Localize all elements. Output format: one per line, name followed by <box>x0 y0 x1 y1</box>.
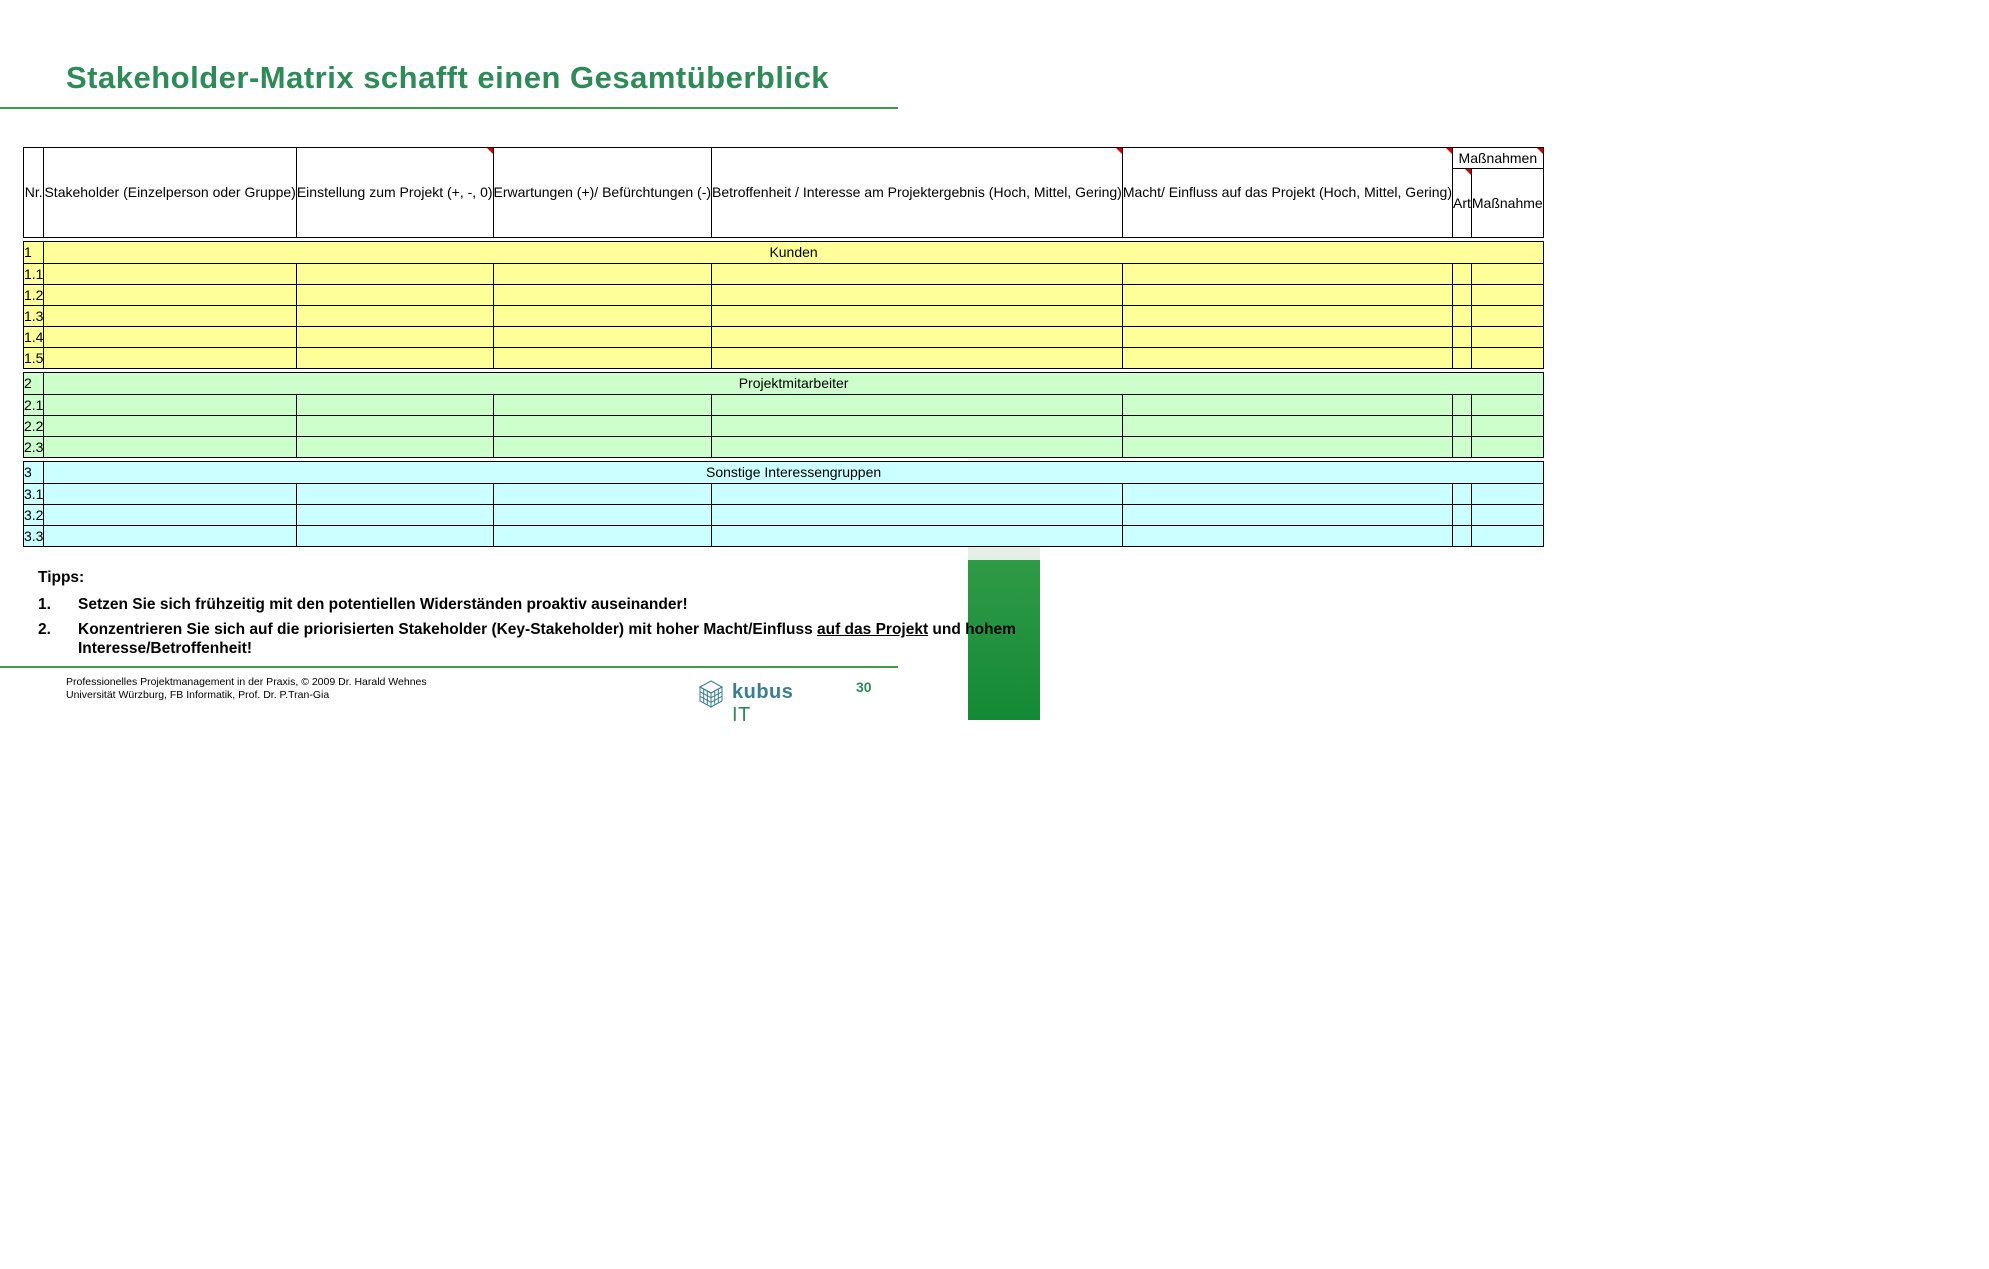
cell[interactable] <box>1122 416 1452 437</box>
cell[interactable] <box>1452 416 1471 437</box>
cell[interactable] <box>493 416 712 437</box>
row-nr: 3.1 <box>24 484 44 505</box>
section-nr: 3 <box>24 462 44 484</box>
cell[interactable] <box>493 484 712 505</box>
header-stakeholder: Stakeholder (Einzelperson oder Gruppe) <box>44 148 296 238</box>
footer-line-1: Professionelles Projektmanagement in der Praxis, © 2009 Dr. Harald Wehnes <box>66 676 427 688</box>
tip-text-part: und hohem Interesse/Betroffenheit! <box>78 621 1016 657</box>
cell[interactable] <box>1471 306 1543 327</box>
cell[interactable] <box>712 416 1123 437</box>
cell[interactable] <box>1471 437 1543 458</box>
cell[interactable] <box>44 348 296 369</box>
cell[interactable] <box>712 526 1123 547</box>
cell[interactable] <box>1122 526 1452 547</box>
tip-item-2 <box>38 620 1040 658</box>
cell[interactable] <box>1452 264 1471 285</box>
cell[interactable] <box>1122 505 1452 526</box>
cell[interactable] <box>1122 285 1452 306</box>
cell[interactable] <box>44 437 296 458</box>
cell[interactable] <box>493 327 712 348</box>
cell[interactable] <box>44 505 296 526</box>
tip-text-part: Konzentrieren Sie sich auf die priorisierten Stakeholder (Key-Stakeholder) mit hoher Macht/Einfluss <box>78 621 817 638</box>
row-nr: 3.2 <box>24 505 44 526</box>
cell[interactable] <box>44 395 296 416</box>
cell[interactable] <box>296 285 493 306</box>
cell[interactable] <box>1471 264 1543 285</box>
cell[interactable] <box>44 285 296 306</box>
cell[interactable] <box>493 285 712 306</box>
title-divider <box>0 107 898 109</box>
section-sonstige: Sonstige Interessengruppen <box>44 462 1543 484</box>
header-massnahme: Maßnahme <box>1471 169 1543 238</box>
kubus-logo <box>696 677 816 726</box>
cell[interactable] <box>1122 437 1452 458</box>
cell[interactable] <box>493 264 712 285</box>
tip-number: 1. <box>38 596 51 613</box>
cell[interactable] <box>44 327 296 348</box>
cell[interactable] <box>1122 306 1452 327</box>
cell[interactable] <box>1452 526 1471 547</box>
row-nr: 2.2 <box>24 416 44 437</box>
cell[interactable] <box>1452 484 1471 505</box>
cell[interactable] <box>712 505 1123 526</box>
tip-number: 2. <box>38 621 51 638</box>
tip-underlined-text: auf das Projekt <box>817 621 929 638</box>
cell[interactable] <box>1452 327 1471 348</box>
cell[interactable] <box>44 416 296 437</box>
cell[interactable] <box>44 526 296 547</box>
header-erwartungen: Erwartungen (+)/ Befürchtungen (-) <box>493 148 712 238</box>
cell[interactable] <box>493 306 712 327</box>
cell[interactable] <box>712 264 1123 285</box>
kubus-cube-icon <box>696 677 726 709</box>
cell[interactable] <box>1452 437 1471 458</box>
cell[interactable] <box>1452 285 1471 306</box>
page-number: 30 <box>856 679 872 695</box>
cell[interactable] <box>712 395 1123 416</box>
cell[interactable] <box>1122 348 1452 369</box>
cell[interactable] <box>1122 395 1452 416</box>
row-nr: 1.5 <box>24 348 44 369</box>
cell[interactable] <box>1471 484 1543 505</box>
cell[interactable] <box>296 526 493 547</box>
row-nr: 1.1 <box>24 264 44 285</box>
tips-title: Tipps: <box>38 569 85 586</box>
cell[interactable] <box>296 437 493 458</box>
tips-block <box>38 569 1040 664</box>
header-nr: Nr. <box>24 148 44 238</box>
cell[interactable] <box>1452 395 1471 416</box>
kubus-it-word: IT <box>732 704 751 726</box>
cell[interactable] <box>1452 505 1471 526</box>
cell[interactable] <box>44 306 296 327</box>
slide-title: Stakeholder-Matrix schafft einen Gesamtüberblick <box>66 60 830 95</box>
tip-text <box>78 621 1016 657</box>
header-art: Art <box>1452 169 1471 238</box>
cell[interactable] <box>712 348 1123 369</box>
row-nr: 1.2 <box>24 285 44 306</box>
cell[interactable] <box>1471 348 1543 369</box>
cell[interactable] <box>296 327 493 348</box>
header-macht: Macht/ Einfluss auf das Projekt (Hoch, Mittel, Gering) <box>1122 148 1452 238</box>
cell[interactable] <box>1471 285 1543 306</box>
cell[interactable] <box>712 327 1123 348</box>
cell[interactable] <box>44 264 296 285</box>
cell[interactable] <box>712 306 1123 327</box>
kubus-logo-text <box>732 681 816 727</box>
aok-logo: AOK <box>1943 1243 1989 1268</box>
tip-text: Setzen Sie sich frühzeitig mit den potentiellen Widerständen proaktiv auseinander! <box>78 596 688 613</box>
cell[interactable] <box>1122 264 1452 285</box>
header-betroffenheit: Betroffenheit / Interesse am Projektergebnis (Hoch, Mittel, Gering) <box>712 148 1123 238</box>
row-nr: 1.4 <box>24 327 44 348</box>
cell[interactable] <box>296 395 493 416</box>
cell[interactable] <box>712 437 1123 458</box>
row-nr: 3.3 <box>24 526 44 547</box>
header-massnahmen: Maßnahmen <box>1452 148 1543 169</box>
row-nr: 2.1 <box>24 395 44 416</box>
stakeholder-matrix-table <box>23 147 1544 547</box>
row-nr: 1.3 <box>24 306 44 327</box>
cell[interactable] <box>296 416 493 437</box>
footer-line-2: Universität Würzburg, FB Informatik, Prof. Dr. P.Tran-Gia <box>66 689 330 701</box>
cell[interactable] <box>1471 327 1543 348</box>
cell[interactable] <box>493 395 712 416</box>
cell[interactable] <box>1471 526 1543 547</box>
cell[interactable] <box>493 437 712 458</box>
footer-divider <box>0 666 898 668</box>
cell[interactable] <box>1452 306 1471 327</box>
cell[interactable] <box>296 264 493 285</box>
cell[interactable] <box>44 484 296 505</box>
section-nr: 1 <box>24 242 44 264</box>
row-nr: 2.3 <box>24 437 44 458</box>
cell[interactable] <box>1471 395 1543 416</box>
cell[interactable] <box>296 484 493 505</box>
cell[interactable] <box>1471 416 1543 437</box>
section-kunden: Kunden <box>44 242 1543 264</box>
cell[interactable] <box>493 348 712 369</box>
cell[interactable] <box>493 505 712 526</box>
cell[interactable] <box>1122 484 1452 505</box>
cell[interactable] <box>1122 327 1452 348</box>
cell[interactable] <box>493 526 712 547</box>
section-nr: 2 <box>24 373 44 395</box>
cell[interactable] <box>1452 348 1471 369</box>
cell[interactable] <box>712 484 1123 505</box>
header-einstellung: Einstellung zum Projekt (+, -, 0) <box>296 148 493 238</box>
section-projektmitarbeiter: Projektmitarbeiter <box>44 373 1543 395</box>
cell[interactable] <box>296 306 493 327</box>
cell[interactable] <box>296 348 493 369</box>
tip-item-1 <box>38 595 1040 614</box>
cell[interactable] <box>296 505 493 526</box>
cell[interactable] <box>712 285 1123 306</box>
kubus-word: kubus <box>732 681 794 703</box>
footer-text <box>66 676 427 702</box>
cell[interactable] <box>1471 505 1543 526</box>
